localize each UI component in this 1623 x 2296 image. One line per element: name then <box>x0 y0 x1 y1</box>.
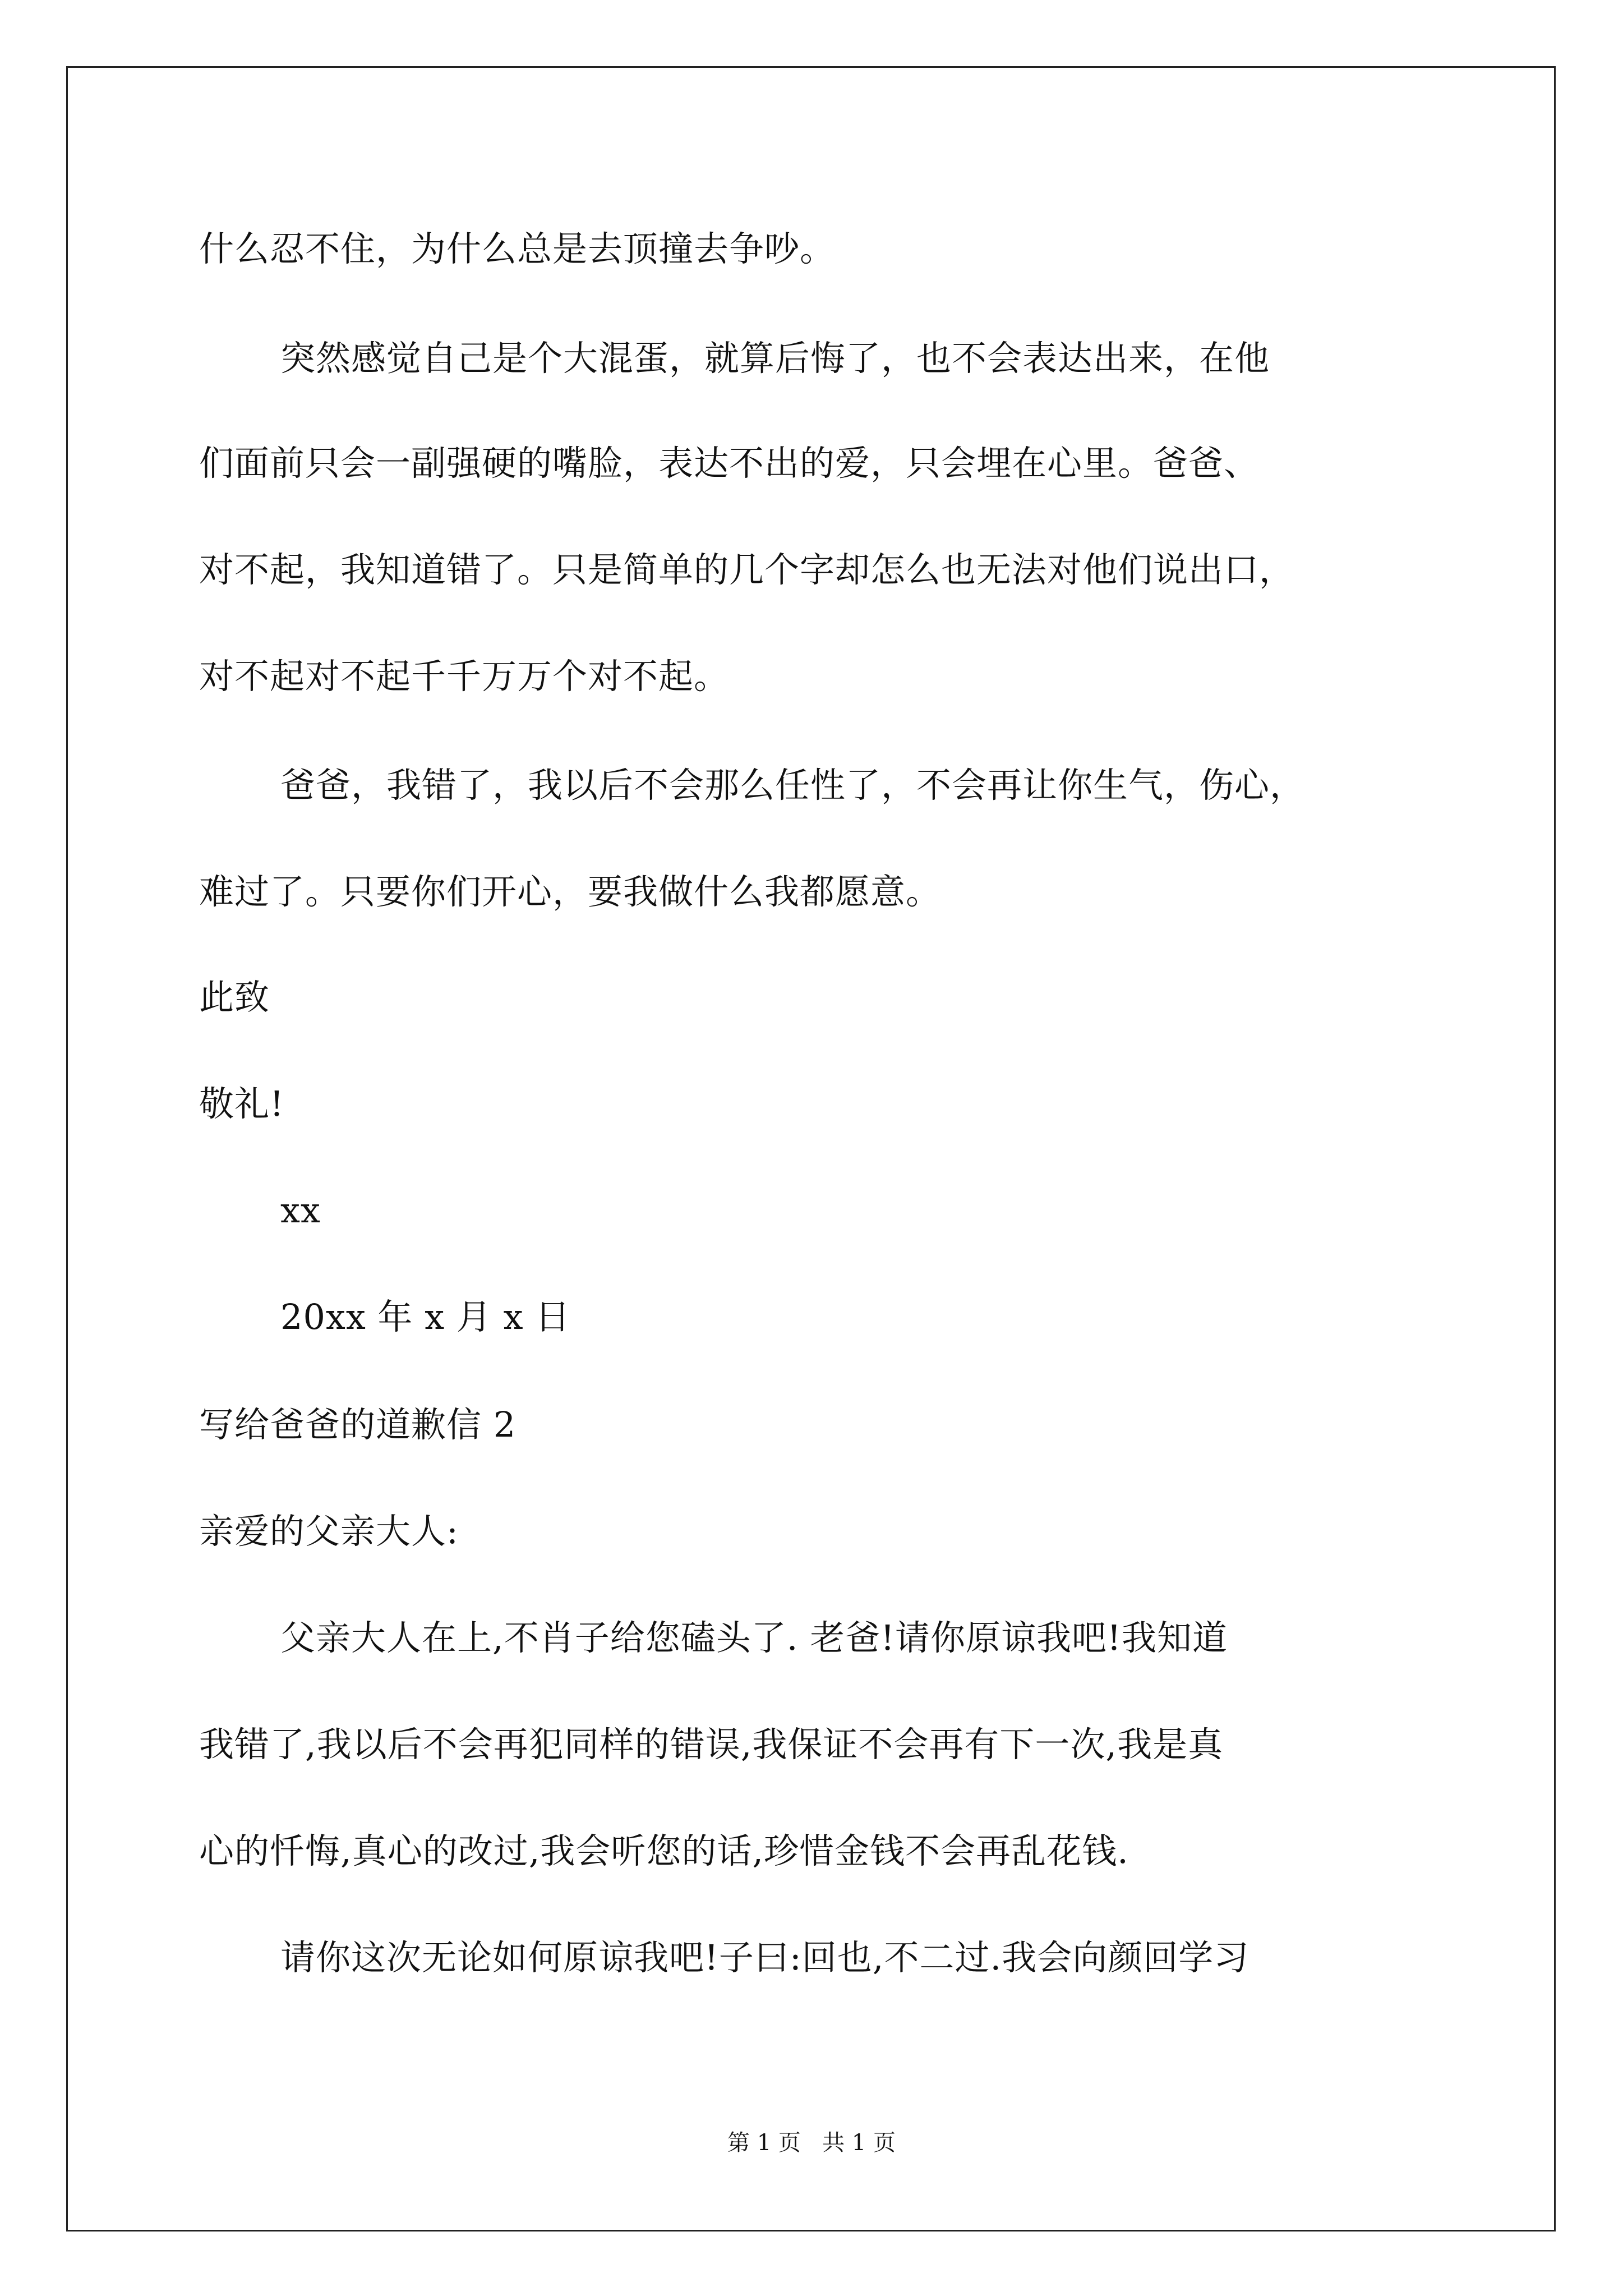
paragraph-start: 请你这次无论如何原谅我吧!子曰:回也,不二过.我会向颜回学习 <box>280 1937 1249 1978</box>
text-line: 们面前只会一副强硬的嘴脸，表达不出的爱，只会埋在心里。爸爸、 <box>199 443 1260 484</box>
text-line: 我错了,我以后不会再犯同样的错误,我保证不会再有下一次,我是真 <box>199 1724 1224 1765</box>
text-line: 难过了。只要你们开心，要我做什么我都愿意。 <box>199 871 942 912</box>
closing-regards: 敬礼! <box>199 1083 284 1124</box>
text-line: 对不起对不起千千万万个对不起。 <box>199 656 730 697</box>
paragraph-start: 突然感觉自己是个大混蛋，就算后悔了，也不会表达出来，在他 <box>280 338 1270 379</box>
greeting: 亲爱的父亲大人: <box>199 1511 459 1552</box>
text-line: 什么忍不住，为什么总是去顶撞去争吵。 <box>199 228 836 269</box>
letter-date: 20xx 年 x 月 x 日 <box>280 1296 571 1337</box>
letter-title: 写给爸爸的道歉信 2 <box>199 1404 517 1445</box>
paragraph-start: 爸爸，我错了，我以后不会那么任性了，不会再让你生气，伤心， <box>280 765 1306 806</box>
closing-salutation: 此致 <box>199 977 270 1018</box>
page-footer: 第 1 页 共 1 页 <box>727 2130 896 2156</box>
text-line: 对不起，我知道错了。只是简单的几个字却怎么也无法对他们说出口， <box>199 549 1295 590</box>
paragraph-start: 父亲大人在上,不肖子给您磕头了. 老爸!请你原谅我吧!我知道 <box>280 1617 1228 1658</box>
signature: xx <box>280 1190 321 1231</box>
page-border <box>66 66 1556 2231</box>
text-line: 心的忏悔,真心的改过,我会听您的话,珍惜金钱不会再乱花钱. <box>199 1830 1129 1871</box>
